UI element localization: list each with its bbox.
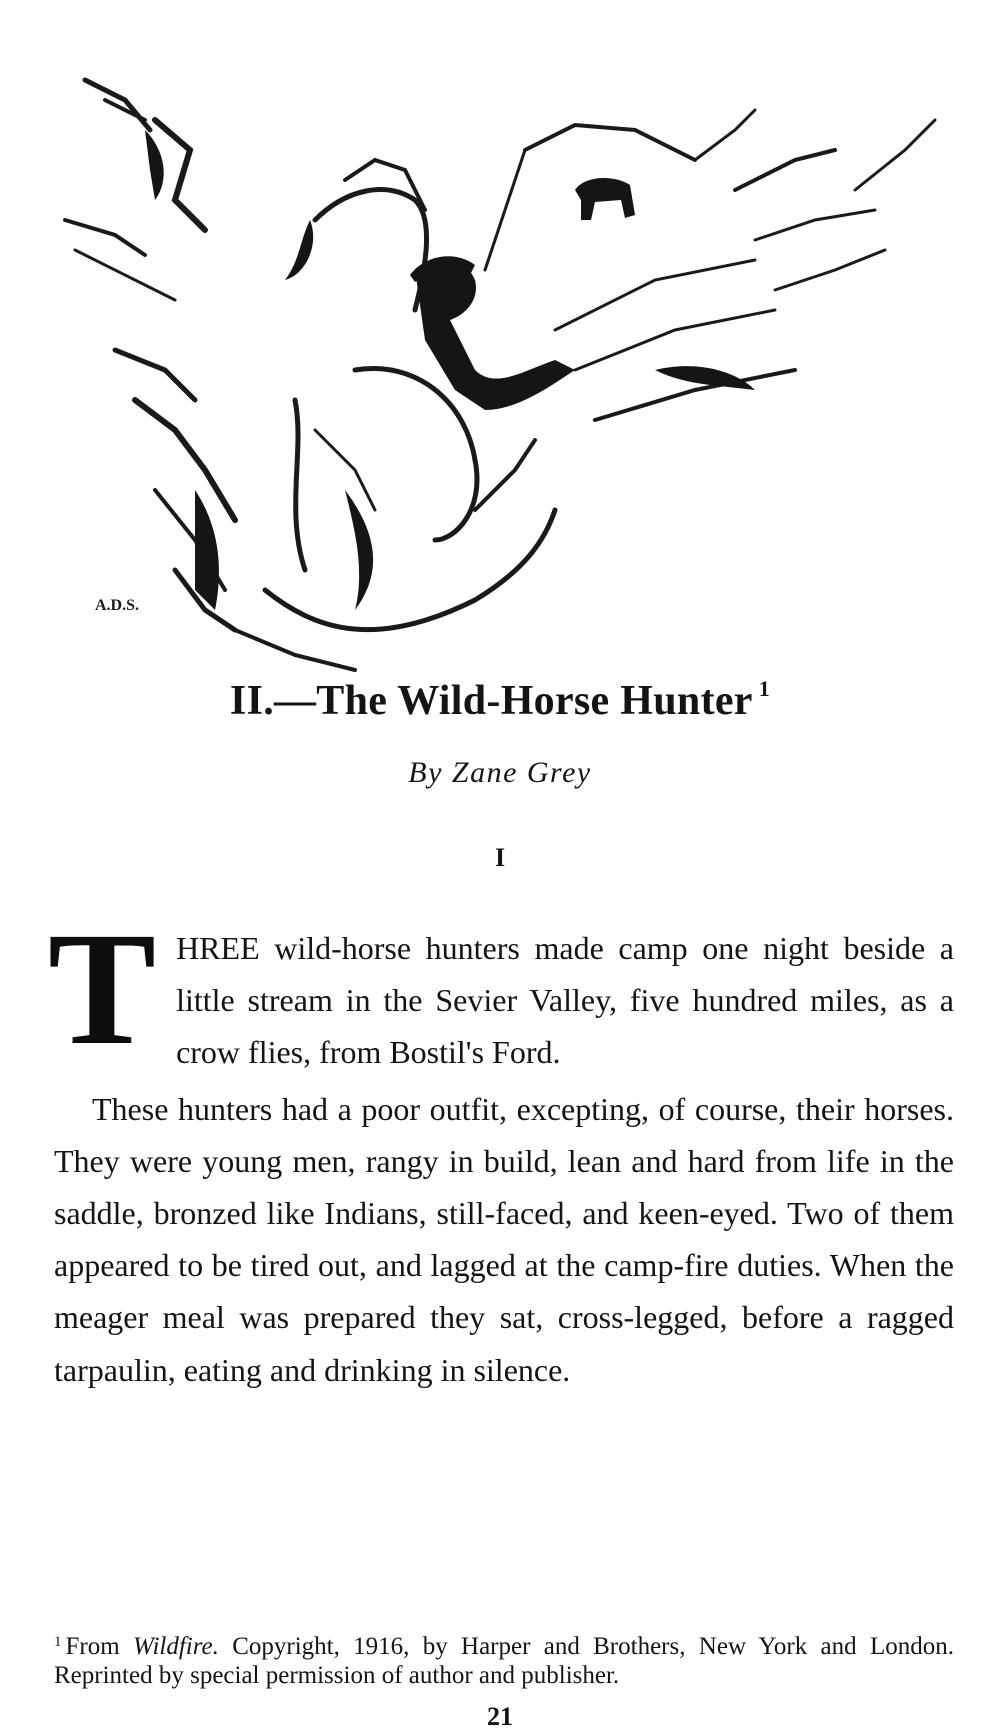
illustration-horse-and-rider [55, 70, 965, 690]
title-footnote-marker: 1 [758, 676, 771, 701]
chapter-title [0, 676, 1000, 725]
footnote-marker: 1 [54, 1634, 62, 1650]
footnote-work-title: Wildfire. [133, 1633, 219, 1660]
author-byline: By Zane Grey [408, 756, 592, 789]
artist-signature: A.D.S. [95, 597, 140, 614]
paragraph-2: These hunters had a poor outfit, excepting, of course, their horses. They were young men, rangy in build, lean and hard from life in the saddle, bronzed like Indians, still-faced, and keen-eyed. Two of them appeared to be tired out, and lagged at the camp-fire duties. When the meager meal was prepared they sat, cross-legged, before a ragged tarpaulin, eating and drinking in silence. [54, 1090, 954, 1388]
paragraph-1-text: HREE wild-horse hunters made camp one night beside a little stream in the Sevier Valley, five hundred miles, as a crow flies, from Bostil's Ford. [176, 930, 954, 1071]
drop-cap: T [48, 900, 157, 1079]
body-text [48, 900, 954, 1396]
section-number: I [494, 843, 506, 872]
footnote-after: Copyright, 1916, by Harper and Brothers, New York and London. Reprinted by special permission of author and publisher. [54, 1633, 954, 1689]
paragraph-1 [48, 900, 954, 1079]
footnote [54, 1628, 954, 1690]
page-number: 21 [487, 1702, 513, 1731]
chapter-title-text: II.—The Wild-Horse Hunter [229, 678, 753, 724]
footnote-before: From [65, 1633, 133, 1660]
